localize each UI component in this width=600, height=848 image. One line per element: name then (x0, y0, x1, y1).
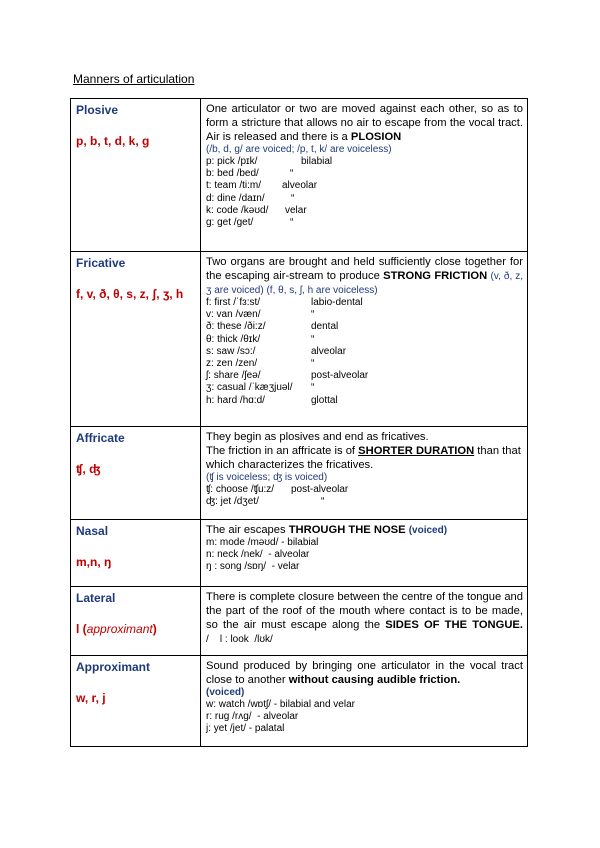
list-item: h: hard /hɑ:d/ glottal (206, 394, 338, 406)
description: They begin as plosives and end as fricatives. (206, 431, 429, 443)
voicing-note: (v, ð, z, ʒ are voiced) (f, θ, s, ʃ, h are voiceless) (206, 271, 524, 296)
list-item: n: neck /nek/ - alveolar (206, 549, 310, 561)
manner-name: Fricative (76, 256, 126, 270)
manner-sounds: w, r, j (76, 691, 106, 705)
label-cell (71, 520, 201, 587)
manner-sounds: p, b, t, d, k, g (76, 134, 150, 148)
voicing-note: (/b, d, g/ are voiced; /p, t, k/ are voiceless) (206, 144, 392, 155)
description: One articulator or two are moved against each other, so as to form a stricture that allows no air to escape from the vocal tract. Air is released and there is a PLOSION (206, 103, 523, 143)
manner-name: Nasal (76, 524, 109, 538)
description: There is complete closure between the centre of the tongue and the part of the roof of the mouth where contact is to be made, so the air must escape along the SIDES OF THE TONGUE. / l : look /lʊk/ (206, 591, 523, 645)
example-list (206, 156, 523, 229)
list-item: s: saw /sɔ:/ alveolar (206, 345, 347, 357)
table-row-affricate (71, 427, 528, 520)
list-item: d: dine /daɪn/ “ (206, 192, 295, 204)
description-cell (201, 656, 528, 747)
list-item: z: zen /zen/ “ (206, 358, 315, 370)
description: Sound produced by bringing one articulator in the vocal tract close to another without causing audible friction. (206, 660, 523, 686)
list-item: f: first /ˈfɜ:st/ labio-dental (206, 297, 363, 308)
manner-sounds: ʧ, ʤ (76, 462, 101, 476)
manner-name: Approximant (76, 660, 151, 674)
list-item: j: yet /jet/ - palatal (206, 723, 285, 735)
voicing-note: (voiced) (206, 687, 245, 698)
example-list (206, 537, 523, 574)
list-item: t: team /ti:m/ alveolar (206, 180, 318, 192)
manner-sounds: l (approximant) (76, 622, 157, 636)
list-item: ʤ: jet /dʒet/ “ (206, 496, 325, 508)
manner-sounds: m,n, ŋ (76, 555, 112, 569)
label-cell (71, 99, 201, 252)
list-item: r: rug /rʌg/ - alveolar (206, 711, 299, 723)
list-item: g: get /get/ “ (206, 217, 294, 229)
list-item: v: van /væn/ “ (206, 309, 315, 321)
description-cell (201, 520, 528, 587)
label-cell (71, 656, 201, 747)
label-cell (71, 587, 201, 656)
list-item: ʧ: choose /ʧu:z/ post-alveolar (206, 484, 349, 495)
list-item: m: mode /məʊd/ - bilabial (206, 537, 319, 548)
manner-name: Lateral (76, 591, 116, 605)
list-item: k: code /kəʊd/ velar (206, 204, 307, 216)
table-row-approximant (71, 656, 528, 747)
table-row-lateral (71, 587, 528, 656)
page-title: Manners of articulation (73, 72, 195, 86)
example-list (206, 297, 523, 407)
voicing-note: (ʧ is voiceless; ʤ is voiced) (206, 472, 328, 483)
description-cell (201, 252, 528, 427)
table-row-fricative (71, 252, 528, 427)
example-list (206, 699, 523, 736)
list-item: ʃ: share /ʃeə/ post-alveolar (206, 370, 369, 382)
articulation-table (70, 98, 528, 747)
manner-sounds: f, v, ð, θ, s, z, ʃ, ʒ, h (76, 287, 184, 301)
manner-name: Plosive (76, 103, 119, 117)
label-cell (71, 252, 201, 427)
description-cell (201, 587, 528, 656)
description-cell (201, 99, 528, 252)
description: The air escapes THROUGH THE NOSE (voiced) (206, 524, 448, 536)
list-item: ŋ : song /sɒŋ/ - velar (206, 561, 300, 573)
description: The friction in an affricate is of SHORTER DURATION than that which characterizes the fricatives. (206, 445, 521, 471)
list-item: ð: these /ði:z/ dental (206, 321, 339, 333)
list-item: θ: thick /θɪk/ “ (206, 333, 315, 345)
table-row-plosive (71, 99, 528, 252)
description-cell (201, 427, 528, 520)
description: Two organs are brought and held sufficiently close together for the escaping air-stream to produce STRONG FRICTION (v, ð, z, ʒ are voiced) (f, θ, s, ʃ, h are voiceless) (206, 256, 524, 296)
voicing-note: (voiced) (408, 525, 448, 536)
list-item: p: pick /pɪk/ bilabial (206, 156, 333, 167)
example-list (206, 484, 523, 508)
table-row-nasal (71, 520, 528, 587)
list-item: ʒ: casual /ˈkæʒjuəl/ “ (206, 382, 315, 394)
example: / l : look /lʊk/ (206, 634, 273, 645)
label-cell (71, 427, 201, 520)
list-item: b: bed /bed/ “ (206, 168, 294, 180)
list-item: w: watch /wɒtʃ/ - bilabial and velar (206, 699, 355, 710)
manner-name: Affricate (76, 431, 125, 445)
